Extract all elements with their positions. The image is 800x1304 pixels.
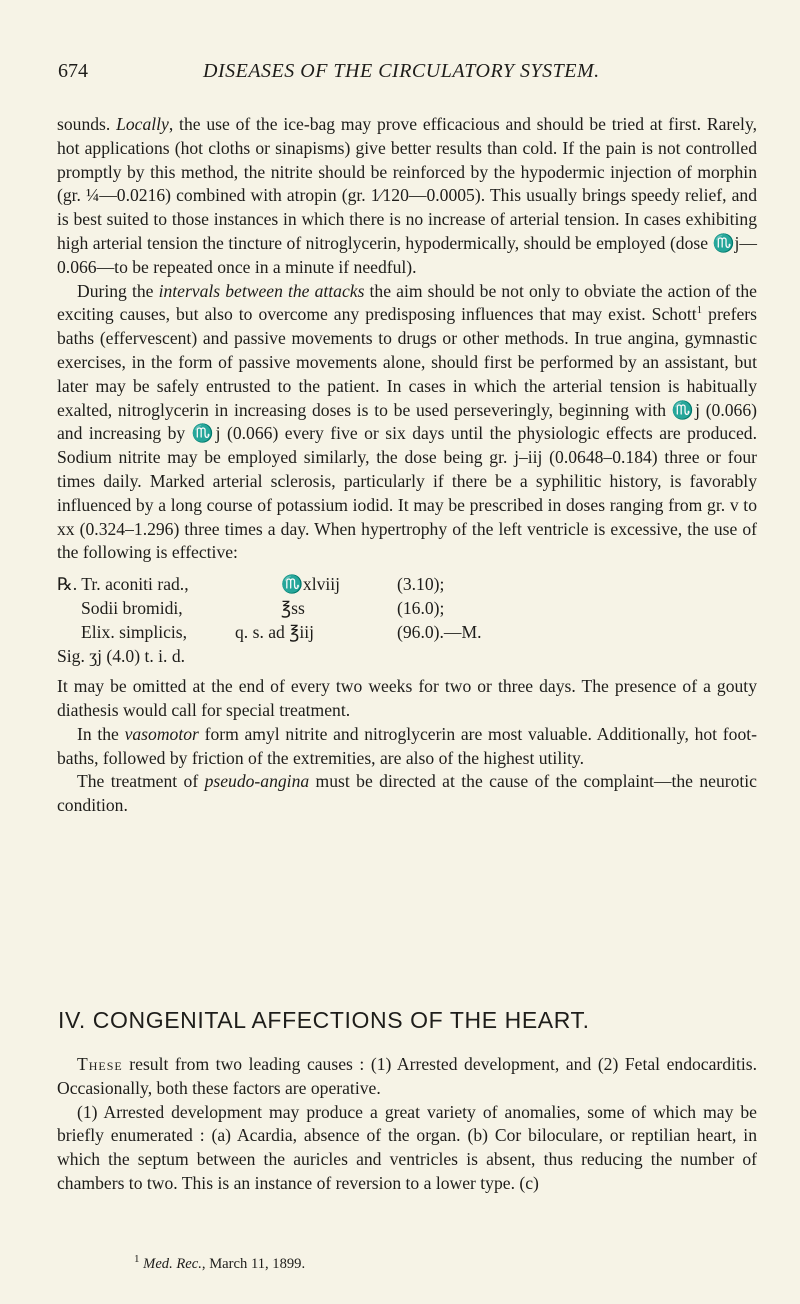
rx-ingredient: ℞. Tr. aconiti rad., [57, 574, 189, 595]
paragraph-5 [57, 770, 757, 818]
body-text [57, 113, 757, 818]
rx-ingredient: Elix. simplicis, [81, 622, 188, 643]
rx-ingredient: Sodii bromidi, [81, 598, 183, 619]
footnote-ref: 1 [696, 304, 703, 317]
text-run: result from two leading causes : (1) Arrested development, and (2) Fetal endocarditis. Occasionally, both these factors are operative. [57, 1054, 757, 1098]
rx-quantity: q. s. ad ℥iij [235, 622, 315, 643]
rx-signa: Sig. ʒj (4.0) t. i. d. [57, 646, 186, 667]
section-heading: IV. CONGENITAL AFFECTIONS OF THE HEART. [58, 1007, 590, 1033]
rx-quantity: ♏xlviij [281, 574, 341, 595]
text-run: prefers baths (effervescent) and passive movements to drugs or other methods. In true angina, gymnastic exercises, in the form of passive movements alone, should first be performed by an assistant, but later may be safely entrusted to the patient. In cases in which the arterial tension is habitually exalted, nitroglycerin in increasing doses is to be used perseveringly, beginning with ♏j (0.066) and increasing by ♏j (0.066) every five or six days until the physiologic effects are produced. Sodium nitrite may be employed similarly, the dose being gr. j–iij (0.0648–0.184) three or four times daily. Marked arterial sclerosis, particularly if there be a syphilitic history, is favorably influenced by a long course of potassium iodid. It may be prescribed in doses ranging from gr. v to xx (0.324–1.296) three times a day. When hypertrophy of the left ventricle is excessive, the use of the following is effective: [57, 304, 757, 563]
italic-run: intervals between the attacks [158, 280, 365, 301]
rx-quantity: ℥ss [281, 598, 305, 619]
text-run: The treatment of [77, 771, 205, 792]
section-body [57, 1053, 757, 1196]
paragraph-3: It may be omitted at the end of every two weeks for two or three days. The presence of a gouty diathesis would call for special treatment. [57, 676, 757, 720]
italic-run: Locally [116, 114, 169, 134]
footnote-mark: 1 [134, 1253, 140, 1266]
section-paragraph-2: (1) Arrested development may produce a great variety of anomalies, some of which may be briefly enumerated : (a) Acardia, absence of the organ. (b) Cor biloculare, or reptilian heart, in which the septum between the auricles and ventricles is absent, thus reducing the number of chambers to two. This is an instance of reversion to a lower type. (c) [57, 1101, 757, 1193]
italic-run: vasomotor [124, 723, 199, 744]
text-run: must be directed at the cause of the complaint—the neurotic condition. [57, 771, 757, 816]
paragraph-2 [57, 280, 757, 566]
footnote-source: Med. Rec. [143, 1256, 202, 1272]
rx-metric: (3.10); [397, 574, 445, 595]
prescription [57, 573, 757, 669]
text-run: During the [77, 280, 159, 301]
text-run: In the [77, 723, 125, 744]
page-header [58, 58, 758, 88]
italic-run: pseudo-angina [204, 771, 310, 792]
page-number: 674 [58, 60, 88, 82]
paragraph-4 [57, 723, 757, 771]
footnote [58, 1253, 758, 1273]
text-run: form amyl nitrite and nitroglycerin are most valuable. Additionally, hot foot-baths, followed by friction of the extremities, are also of the highest utility. [57, 723, 757, 768]
text-run: sounds. [57, 114, 117, 134]
rx-metric: (16.0); [397, 598, 445, 619]
text-run: the aim should be not only to obviate the action of the exciting causes, but also to overcome any predisposing influences that may exist. Schott [57, 280, 757, 325]
small-caps-lead: These [77, 1054, 123, 1074]
text-run: , the use of the ice-bag may prove efficacious and should be tried at first. Rarely, hot applications (hot cloths or sinapisms) give better results than cold. If the pain is not controlled promptly by this method, the nitrite should be reinforced by the hypodermic injection of morphin (gr. ¼—0.0216) combined with atropin (gr. 1⁄120—0.0005). This usually brings speedy relief, and is best suited to those instances in which there is no increase of arterial tension. In cases exhibiting high arterial tension the tincture of nitroglycerin, hypodermically, should be employed (dose ♏j—0.066—to be repeated once in a minute if needful). [57, 114, 757, 277]
section-paragraph-1 [57, 1053, 757, 1101]
running-title: DISEASES OF THE CIRCULATORY SYSTEM. [203, 60, 600, 82]
paragraph-1 [57, 113, 757, 280]
footnote-date: , March 11, 1899. [201, 1256, 306, 1272]
rx-metric: (96.0).—M. [397, 622, 482, 643]
